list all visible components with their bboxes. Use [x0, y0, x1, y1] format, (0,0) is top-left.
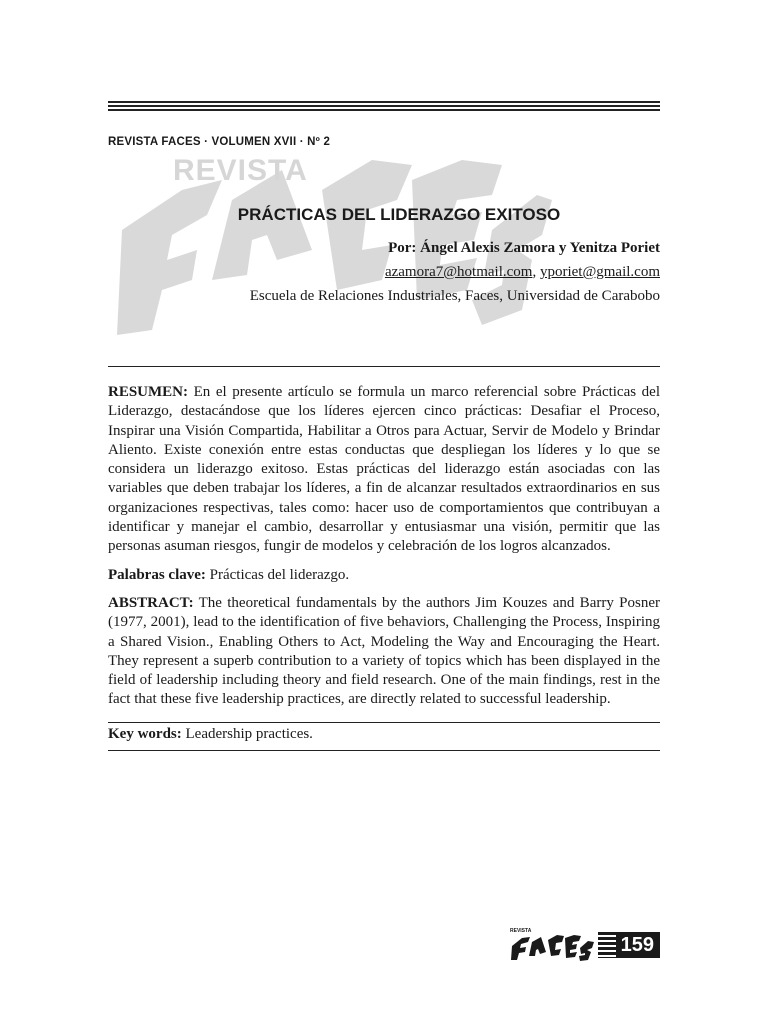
key-words-text: Leadership practices. — [185, 726, 313, 742]
email-separator: , — [532, 264, 537, 280]
abstract-paragraph — [108, 594, 660, 710]
journal-header: REVISTA FACES · VOLUMEN XVII · Nº 2 — [108, 136, 331, 148]
author-block — [250, 236, 660, 308]
palabras-clave-label: Palabras clave: — [108, 566, 206, 583]
page-footer — [508, 928, 660, 962]
email-link-2[interactable]: yporiet@gmail.com — [539, 264, 660, 280]
watermark-revista-text: REVISTA — [173, 154, 308, 187]
authors: Por: Ángel Alexis Zamora y Yenitza Poriet — [388, 240, 660, 256]
resumen-label: RESUMEN: — [108, 384, 189, 400]
footer-logo-revista: REVISTA — [510, 928, 532, 934]
email-line — [250, 260, 660, 284]
key-words-box — [108, 722, 660, 751]
resumen-text: En el presente artículo se formula un marco referencial sobre Prácticas del Liderazgo, destacándose que los líderes ejercen cinco prácticas: Desafiar el Proceso, Inspirar una Visión Compartida, Habilitar a Otros para Actuar, Servir de Modelo y Brindar Aliento. Existe conexión entre estas conductas que despliegan los líderes y lo que se considera un liderazgo exitoso. Estas prácticas del liderazgo están asociadas con las variables que deben trabajar los líderes, a fin de alcanzar resultados extraordinarios en sus organizaciones respectivas, tales como: hacer uso de comportamientos que contribuyan a identificar y manejar el cambio, desarrollar y entusiasmar una visión, permitir que las personas asuman riesgos, fungir de modelos y celebración de los logros alcanzados. — [108, 384, 661, 555]
email-link-1[interactable]: azamora7@hotmail.com — [384, 264, 533, 280]
palabras-clave-text: Prácticas del liderazgo. — [209, 566, 350, 583]
abstract-label: ABSTRACT: — [108, 594, 194, 611]
footer-faces-logo — [508, 928, 598, 962]
resumen-paragraph — [108, 383, 660, 557]
divider — [108, 366, 660, 367]
header-rules — [108, 101, 660, 113]
key-words-label: Key words: — [108, 726, 182, 742]
article-title: PRÁCTICAS DEL LIDERAZGO EXITOSO — [237, 205, 561, 224]
palabras-clave-paragraph — [108, 566, 660, 585]
abstract-section — [108, 383, 660, 719]
affiliation: Escuela de Relaciones Industriales, Faces, Universidad de Carabobo — [249, 288, 660, 304]
page-number: 159 — [598, 932, 660, 958]
abstract-text: The theoretical fundamentals by the authors Jim Kouzes and Barry Posner (1977, 2001), lead to the identification of five behaviors, Challenging the Process, Inspiring a Shared Vision., Enabling Others to Act, Modeling the Way and Encouraging the Heart. They represent a superb contribution to a variety of topics which has been displayed in the field of leadership including theory and field research. One of the main findings, rest in the fact that these five leadership practices, are directly related to successful leadership. — [108, 594, 660, 708]
